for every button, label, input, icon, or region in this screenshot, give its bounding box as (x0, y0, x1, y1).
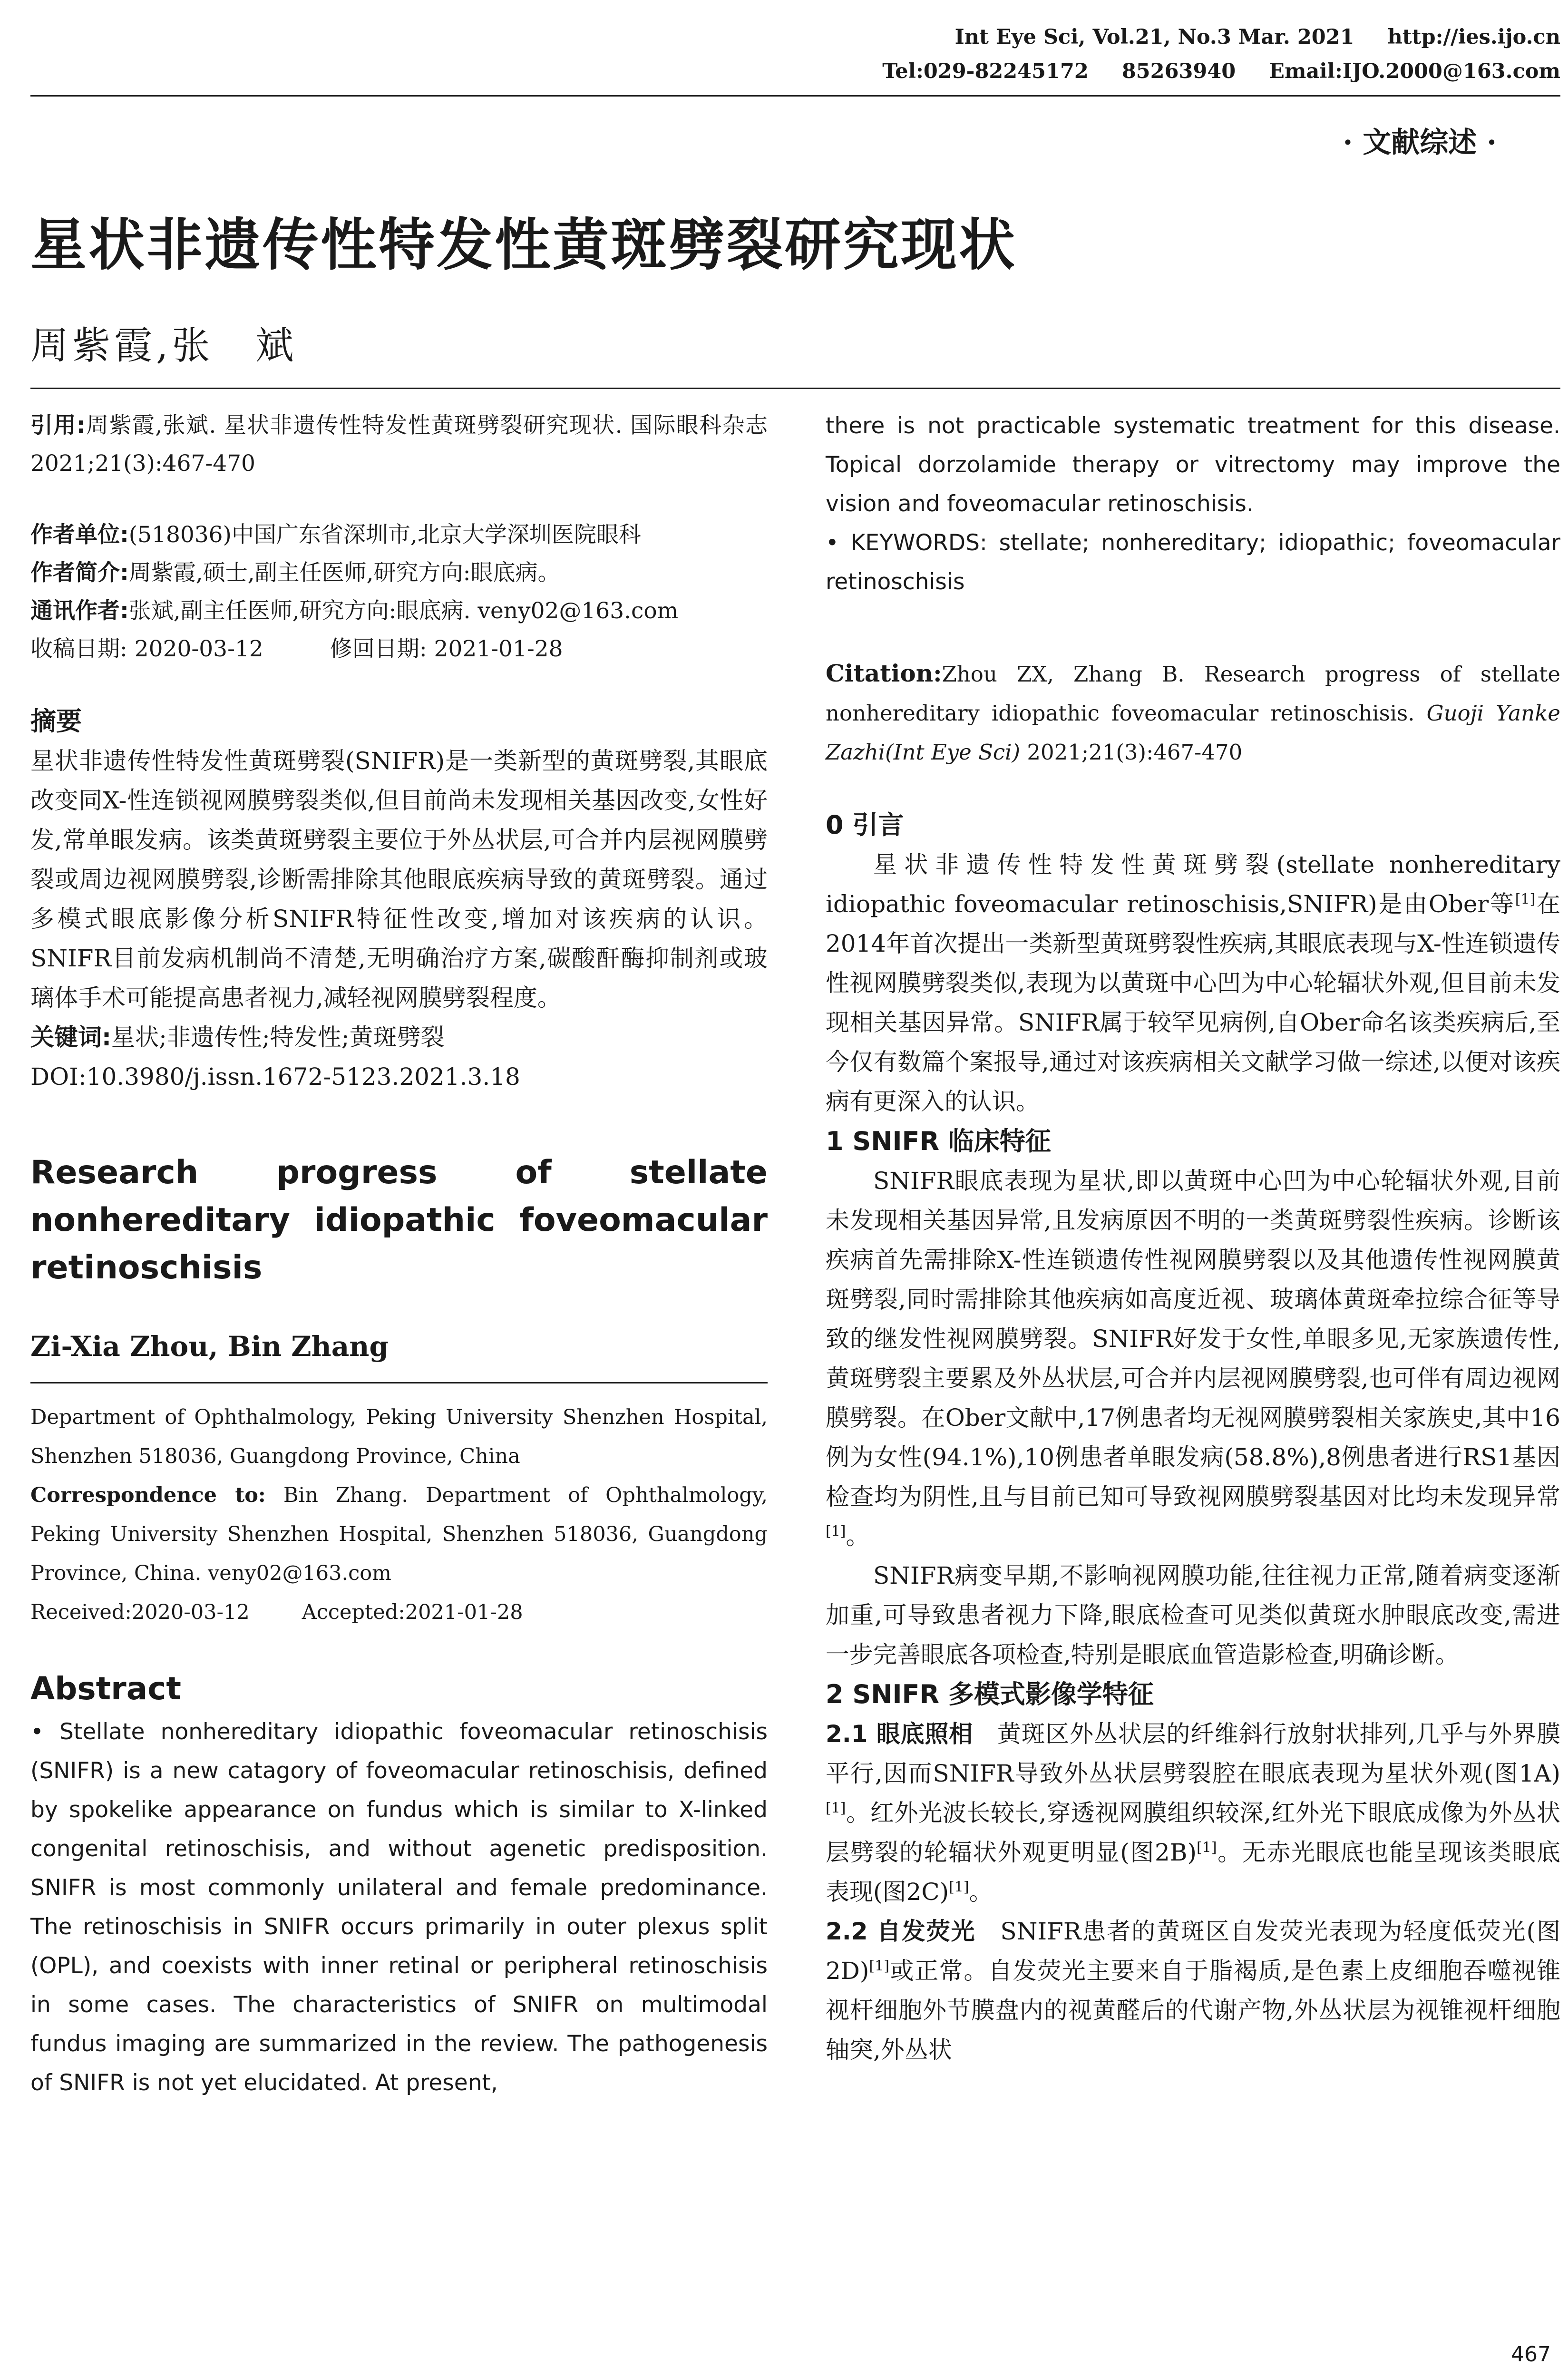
revised-date: 修回日期: 2021-01-28 (330, 636, 563, 662)
section-2-1-label: 2.1 眼底照相 (826, 1720, 973, 1748)
abstract-text: 星状非遗传性特发性黄斑劈裂(SNIFR)是一类新型的黄斑劈裂,其眼底改变同X-性连锁视网膜劈裂类似,但目前尚未发现相关基因改变,女性好发,常单眼发病。该类黄斑劈裂主要位于外丛状层,可合并内层视网膜劈裂或周边视网膜劈裂,诊断需排除其他眼底疾病导致的黄斑劈裂。通过多模式眼底影像分析SNIFR特征性改变,增加对该疾病的认识。SNIFR目前发病机制尚不清楚,无明确治疗方案,碳酸酐酶抑制剂或玻璃体手术可能提高患者视力,减轻视网膜劈裂程度。 (30, 747, 768, 1012)
english-citation (826, 654, 1560, 772)
title-rule (30, 388, 1560, 389)
corr-text: 张斌,副主任医师,研究方向:眼底病. veny02@163.com (128, 598, 679, 624)
english-citation-journal: Guoji Yanke Zazhi(Int Eye Sci) (826, 701, 1560, 765)
section-0-heading: 0 引言 (826, 810, 904, 840)
article-title: 星状非遗传性特发性黄斑劈裂研究现状 (30, 212, 1017, 278)
right-column (826, 407, 1560, 2070)
dates (30, 630, 768, 668)
journal-email[interactable]: Email:IJO.2000@163.com (1269, 59, 1560, 83)
reference-1-d[interactable]: [1] (1197, 1839, 1217, 1856)
reference-1[interactable]: [1] (1515, 891, 1536, 908)
section-2-2-paragraph (826, 1912, 1560, 2070)
p0-text-b: 在2014年首次提出一类新型黄斑劈裂性疾病,其眼底表现与X-性连锁遗传性视网膜劈裂类似,表现为以黄斑中心凹为中心轮辐状外观,但目前未发现相关基因异常。SNIFR属于较罕见病例,自Ober命名该类疾病后,至今仅有数篇个案报导,通过对该疾病相关文献学习做一综述,以便对该疾病有更深入的认识。 (826, 890, 1560, 1115)
section-2-heading: 2 SNIFR 多模式影像学特征 (826, 1679, 1154, 1709)
abstract-heading: 摘要 (30, 706, 82, 736)
english-authors: Zi-Xia Zhou, Bin Zhang (30, 1330, 389, 1363)
citation-text: 周紫霞,张斌. 星状非遗传性特发性黄斑劈裂研究现状. 国际眼科杂志 2021;21(3):467-470 (30, 412, 768, 477)
english-corr-label: Correspondence to: (30, 1483, 266, 1507)
journal-header (882, 20, 1560, 88)
english-citation-label: Citation: (826, 659, 942, 687)
article-authors: 周紫霞,张 斌 (30, 323, 298, 368)
english-corr-text: Bin Zhang. Department of Ophthalmology, Peking University Shenzhen Hospital, Shenzhen 518036, Guangdong Province, China. veny02@163.com (30, 1483, 768, 1585)
english-citation-end: 2021;21(3):467-470 (1020, 740, 1243, 765)
reference-1-f[interactable]: [1] (869, 1958, 889, 1975)
bio-label: 作者简介: (30, 560, 129, 586)
header-line-1 (882, 20, 1560, 54)
reference-1-e[interactable]: [1] (949, 1879, 969, 1896)
section-2-1-paragraph (826, 1715, 1560, 1912)
section-1-paragraph-1 (826, 1161, 1560, 1556)
english-correspondence (30, 1476, 768, 1593)
left-column (30, 407, 768, 2103)
author-bio (30, 554, 768, 592)
reference-1-c[interactable]: [1] (826, 1800, 846, 1817)
section-0-paragraph (826, 845, 1560, 1121)
english-citation-text: Zhou ZX, Zhang B. Research progress of stellate nonhereditary idiopathic foveomacular retinoschisis. (826, 662, 1560, 726)
section-1-heading: 1 SNIFR 临床特征 (826, 1126, 1051, 1156)
affiliation (30, 516, 768, 554)
english-authors-rule (30, 1382, 768, 1383)
english-title: Research progress of stellate nonhereditary idiopathic foveomacular retinoschisis (30, 1154, 768, 1286)
english-received: Received:2020-03-12 (30, 1600, 250, 1624)
english-accepted: Accepted:2021-01-28 (302, 1600, 523, 1624)
citation-label: 引用: (30, 412, 86, 438)
journal-url[interactable]: http://ies.ijo.cn (1387, 25, 1560, 49)
p22-text-a: SNIFR患者的黄斑区自发荧光表现为轻度低荧光(图2D) (826, 1918, 1560, 1985)
p21-text-c: 。无赤光眼底也能呈现该类眼底表现(图2C) (826, 1839, 1560, 1906)
keywords (30, 1018, 768, 1057)
page-number: 467 (1511, 2342, 1551, 2367)
corr-label: 通讯作者: (30, 598, 129, 624)
section-tag: · 文献综述 · (1343, 126, 1497, 159)
section-2-2-label: 2.2 自发荧光 (826, 1918, 976, 1945)
p0-text-a: 星状非遗传性特发性黄斑劈裂(stellate nonhereditary idiopathic foveomacular retinoschisis,SNIFR)是由Ober等 (826, 851, 1560, 918)
english-abstract-heading: Abstract (30, 1670, 181, 1707)
corresponding-author (30, 592, 768, 630)
journal-tel: Tel:029-82245172 (882, 59, 1089, 83)
p21-text-b: 。红外光波长较长,穿透视网膜组织较深,红外光下眼底成像为外丛状层劈裂的轮辐状外观更明显(图2B) (826, 1799, 1560, 1866)
english-keywords: • KEYWORDS: stellate; nonhereditary; idiopathic; foveomacular retinoschisis (826, 530, 1560, 595)
affiliation-label: 作者单位: (30, 522, 129, 548)
p1-end: 。 (846, 1522, 870, 1550)
header-line-2 (882, 54, 1560, 88)
header-rule (30, 95, 1560, 97)
english-dates (30, 1593, 768, 1632)
keywords-label: 关键词: (30, 1023, 111, 1051)
affiliation-text: (518036)中国广东省深圳市,北京大学深圳医院眼科 (128, 522, 641, 548)
p21-text-d: 。 (969, 1878, 993, 1906)
bio-text: 周紫霞,硕士,副主任医师,研究方向:眼底病。 (128, 560, 560, 586)
reference-1-b[interactable]: [1] (826, 1523, 846, 1540)
english-abstract-continued: there is not practicable systematic treatment for this disease. Topical dorzolamide therapy or vitrectomy may improve the vision and foveomacular retinoschisis. (826, 413, 1560, 517)
p21-text-a: 黄斑区外丛状层的纤维斜行放射状排列,几乎与外界膜平行,因而SNIFR导致外丛状层劈裂腔在眼底表现为星状外观(图1A) (826, 1720, 1560, 1787)
p1-text: SNIFR眼底表现为星状,即以黄斑中心凹为中心轮辐状外观,目前未发现相关基因异常,且发病原因不明的一类黄斑劈裂性疾病。诊断该疾病首先需排除X-性连锁遗传性视网膜劈裂以及其他遗传性视网膜黄斑劈裂,同时需排除其他疾病如高度近视、玻璃体黄斑牵拉综合征等导致的继发性视网膜劈裂。SNIFR好发于女性,单眼多见,无家族遗传性,黄斑劈裂主要累及外丛状层,可合并内层视网膜劈裂,也可伴有周边视网膜劈裂。在Ober文献中,17例患者均无视网膜劈裂相关家族史,其中16例为女性(94.1%),10例患者单眼发病(58.8%),8例患者进行RS1基因检查均为阴性,且与目前已知可导致视网膜劈裂基因对比均未发现异常 (826, 1167, 1560, 1510)
journal-citation: Int Eye Sci, Vol.21, No.3 Mar. 2021 (954, 25, 1354, 49)
journal-tel-2: 85263940 (1121, 59, 1236, 83)
keywords-text: 星状;非遗传性;特发性;黄斑劈裂 (111, 1023, 445, 1051)
citation-block (30, 407, 768, 483)
doi: DOI:10.3980/j.issn.1672-5123.2021.3.18 (30, 1063, 520, 1091)
received-date: 收稿日期: 2020-03-12 (30, 636, 263, 662)
english-department: Department of Ophthalmology, Peking University Shenzhen Hospital, Shenzhen 518036, Guangdong Province, China (30, 1405, 768, 1468)
english-abstract-text: • Stellate nonhereditary idiopathic foveomacular retinoschisis (SNIFR) is a new catagory of foveomacular retinoschisis, defined by spokelike appearance on fundus which is similar to X-linked congenital retinoschisis, and without agenetic predisposition. SNIFR is most commonly unilateral and female predominance. The retinoschisis in SNIFR occurs primarily in outer plexus split (OPL), and coexists with inner retinal or peripheral retinoschisis in some cases. The characteristics of SNIFR on multimodal fundus imaging are summarized in the review. The pathogenesis of SNIFR is not yet elucidated. At present, (30, 1719, 768, 2096)
p22-text-b: 或正常。自发荧光主要来自于脂褐质,是色素上皮细胞吞噬视锥视杆细胞外节膜盘内的视黄醛后的代谢产物,外丛状层为视锥视杆细胞轴突,外丛状 (826, 1957, 1560, 2064)
section-1-paragraph-2: SNIFR病变早期,不影响视网膜功能,往往视力正常,随着病变逐渐加重,可导致患者视力下降,眼底检查可见类似黄斑水肿眼底改变,需进一步完善眼底各项检查,特别是眼底血管造影检查,明确诊断。 (826, 1562, 1560, 1668)
